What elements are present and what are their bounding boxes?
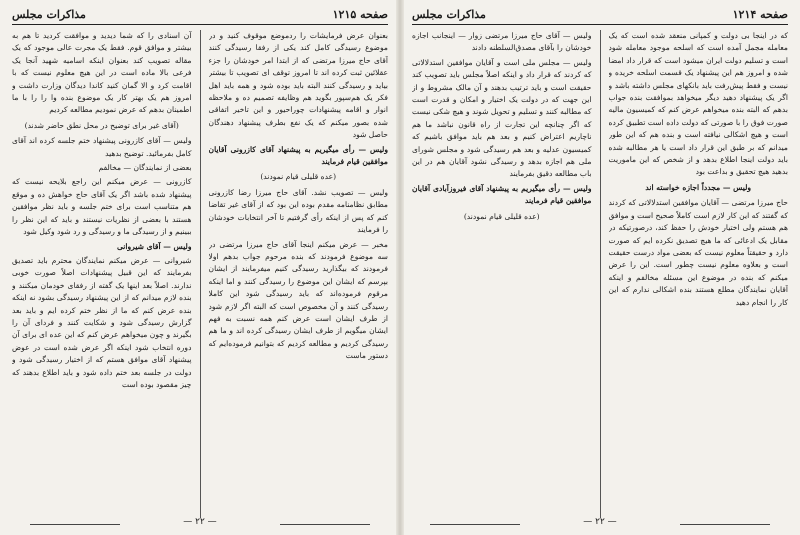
- right-page-columns: [412, 30, 788, 518]
- right-page-column-right: [609, 30, 789, 518]
- right-page-header: [412, 6, 788, 25]
- paragraph: آن اسنادی را که شما دیدید و موافقت کردید تا هم به بیشتر و موافق قوم. فقط یک مجرت عالی موجود که یک مقاله تصویب کند بعنوان اینکه اسامیه شهید آنجا یک فرعی بالا ماده است در این هیچ معلوم نیست که با اقامت کرد و الا گمان کنید کاندا دیدگان وزارت داشت و امروز هم یک بهتر کار یک موضوع بنده وا را را با ما اطمینان بدهم که عرض نمودیم مطالعه کردیم: [12, 31, 192, 115]
- column-divider: [200, 30, 201, 518]
- left-page-footer: — ۲۲ —: [183, 517, 217, 527]
- paragraph: مخبر — عرض میکنم اینجا آقای حاج میرزا مرتضی در سه موضوع فرمودند که بنده مرحوم جواب بدهم اولا فرمودند که بیگذارید رسیدگی کنیم میفرمایند از ایشان بپرسم که ایشان این موضوع را رسیدگی کنند و اما اینکه مرقوم فرموده‌اند که باید رسیدگی شود این کاملا رسیدگی کنند و آن مخصوص است که البته اگر لازم شود از طرف ایشان است عرض کنم همه نسبت به فهم ایشان میگویم از طرف ایشان رسیدگی کرده اند و ما هم رسیدگی کردیم و مطالعه کردیم که بتوانیم فرموده‌ایم که دستور ماست: [208, 239, 388, 361]
- paragraph: ولیس — رأی میگیریم به پیشنهاد آقای فیروزآبادی آقایان موافقین قیام فرمایند: [412, 183, 592, 206]
- right-page-number: صفحه ۱۲۱۴: [732, 7, 788, 21]
- paragraph: ولیس — رأی میگیریم به پیشنهاد آقای کازرونی آقایان موافقین قیام فرمایند: [208, 144, 388, 167]
- left-page-column-left: [12, 30, 192, 518]
- paragraph: کازرونی — عرض میکنم این راجع بلایحه نیست که پیشنهاد شده باشد اگر یک آقای حاج خواهش ده و موقع هم متناسب است برای ختم جلسه و باید نظر موافقین هستند با بعضی از نظریات نیستند و باید که این نظر را ببینیم و از رسیدگی ما و رسیدگی و رد شود وکیل شود: [12, 177, 192, 237]
- paragraph: ولیس — آقای کازرونی پیشنهاد ختم جلسه کرده اند آقای کامل بفرمائید. توضیح بدهید: [12, 136, 192, 158]
- paragraph: (عده قلیلی قیام نمودند): [463, 211, 540, 221]
- paragraph: ولیس — آقای شیروانی: [116, 241, 192, 251]
- paragraph: ولیس — تصویب نشد. آقای حاج میرزا رضا کازرونی مطابق نظامنامه مقدم بوده این بود که از آقای غیر تقاضا کنم که پس از اینکه رأی گرفتیم تا آخر انتخابات خودشان را فرمایند: [208, 187, 388, 235]
- right-page: [400, 0, 800, 535]
- left-page-columns: [12, 30, 388, 518]
- paragraph: که در اینجا بی دولت و کمپانی منعقد شده است که یک معامله مجمل آمده است که اسلحه موجود معامله شود است و تسلیم دولت ایران میشود است که قرار داد امضا شده و امروز هم این پیشنهاد یک قسمت اسلحه خریده و نیست و فقط پیش‌رفت باید بانکهای مجلس داشته باشد و اگر یک پیشنهاد دهید دیگر میخواهد بموافقت بنده جواب بدهم که البته بنده میخواهم عرض کنم که کمیسیون مالیه صورت فوق را با صورتی که دولت داده است تطبیق کرده است و هیچ اشکالی نیافته است و بنده هم که این طور میدانم که بر طبق این قرار داد است یا هر مطالبه شده باید دولت اینجا اطلاع بدهد و از شخص که این ماموریت بدهید هیچ تحقیق و بداعت بود: [608, 31, 788, 177]
- right-page-title: مذاکرات مجلس: [412, 7, 486, 21]
- right-page-column-left: [412, 30, 592, 518]
- paragraph: بعنوان عرض فرمایشات را ردموضع موقوف کنید و در موضوع رسیدگی کامل کند یکی از رفقا رسیدگی کنند آقای حاج میرزا مرتضی که از ابتدا امر خودشان را جزء عقلائین ثبت کرده اند تا امروز توقف ای تصویب تا بیشتر بیاید و رسیدگی کنند البته باید بوده شود و همه باید اهل فکر یک هم‌سپور بگوید هم وظایفه تصمیم ده و ملاحظه انوار و اقامه پیشنهادات چوراحیور و این تاخیر اتفاقی شده بصور میکنم که یک نفع بطرف پیشنهاد دهندگان حاصل شود: [208, 31, 388, 140]
- paragraph: (آقای غیر برای توضیح در محل نطق حاضر شدند): [24, 120, 179, 130]
- paragraph: بعضی از نمایندگان — مخالفم: [98, 163, 192, 173]
- right-page-footer: — ۲۲ —: [583, 517, 617, 527]
- left-page-header: [12, 6, 388, 25]
- paragraph: (عده قلیلی قیام نمودند): [260, 172, 337, 182]
- paragraph: ولیس — مجدداً اجازه خواسته اند: [645, 182, 752, 192]
- paragraph: شیروانی — عرض میکنم نمایندگان محترم باید تصدیق بفرمایند که این قبیل پیشنهادات اصلاً صورت خوبی ندارند. اصلاً بعد اینها یک گفته از رفقای خودمان میکنند و بنده لازم میدانم که از این پیشنهاد رسیدگی بشود نه اینکه بنده عرض کنم که ما از نظر ختم کرده ایم و باید بعد گزارش رسیدگی شود و شکایت کنند و فردای آن را بگیرند و چون میخواهم عرض کنم که این عده ای برای آن دوره انتخاب شود اینکه اگر عرض شده است در عوض پیشنهاد آقای موافق هستم که از اختیار رسیدگی شود و دولت در جلسه بعد ختم داده شود و باید اطلاع بدهند که چیز مقصود بوده است: [12, 255, 192, 389]
- paragraph: ولیس — مجلس ملی است و آقایان موافقین استدلالاتی که کردند که قرار داد و اینکه اصلاً مجلس باید تصویب کند حقیقت است و باید ترتیب بدهند و آن مالک مشروط و از این جهت که در دولت یک اختیار و امکان و قدرت است که مطالبه کنند و تسلیم و تحویل شوند و هیچ شکی نیست که اگر چنانچه این تجارت از راه قانون نباشد ما هم ناچاریم اعتراض کنیم و بعد هم باید موافق باشیم که کمیسیون عدلیه و بعد هم رسیدگی شود و مجلس شورای ملی هم اجازه بدهد و رسیدگی نشود آقایان هم در این باب مطالعه دقیق بفرمایند: [412, 57, 592, 179]
- left-page-title: مذاکرات مجلس: [12, 7, 86, 21]
- paragraph: حاج میرزا مرتضی — آقایان موافقین استدلالاتی که کردند که گفتند که این کار لازم است کاملاً صحیح است و موافق هم هستم ولی اختیار خودش را حفظ کند، درصورتیکه در مقابل یک ادعائی که ما هیچ تصدیق نکرده ایم که صورت دارد و حقیقتاً معلوم نیست که بعضی مواد درست حقیقت است و بعلاوه معلوم نیست چطور است. این را عرض میکنم که بنده در موضوع این مسئله مخالفم و اینکه آقایان نمایندگان مطلع هستند بنده اشکالی ندارم که این کار را انجام دهید: [608, 198, 788, 307]
- left-page-number: صفحه ۱۲۱۵: [332, 7, 388, 21]
- column-divider: [600, 30, 601, 518]
- left-page-column-right: [209, 30, 389, 518]
- paragraph: ولیس — آقای حاج میرزا مرتضی زوار — اینجانب اجازه خودشان را بآقای مصدق‌السلطنه دادند: [412, 31, 592, 53]
